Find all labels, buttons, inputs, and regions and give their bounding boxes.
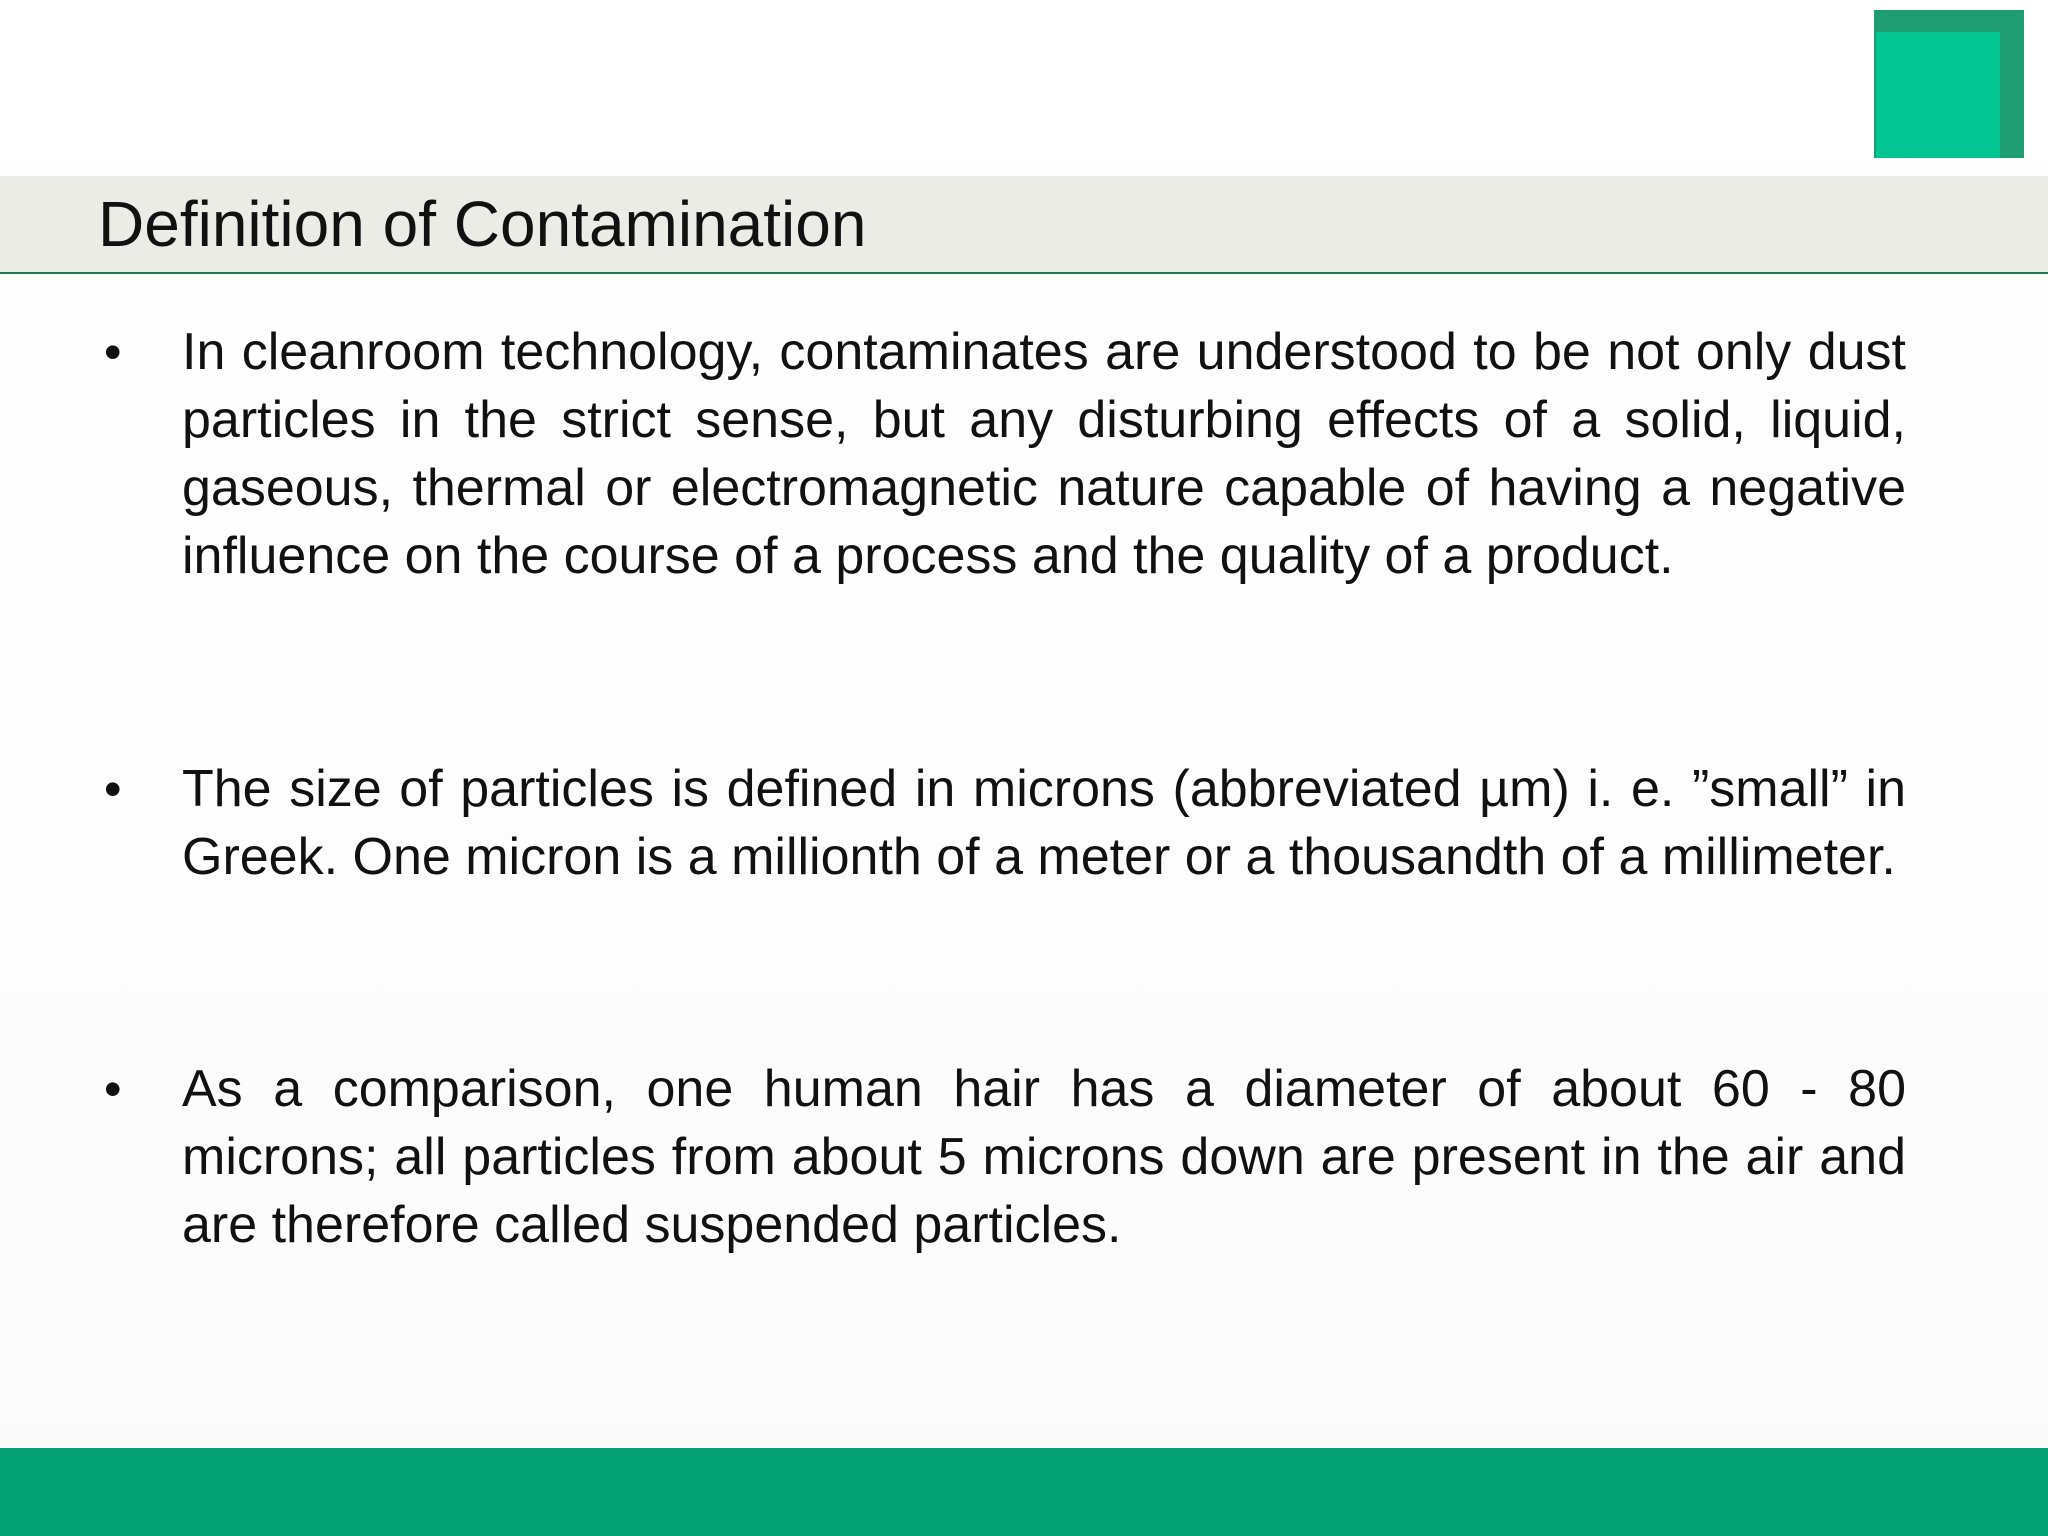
bullet-marker: • (104, 324, 122, 380)
footer-bar (0, 1448, 2048, 1536)
bullet-text: The size of particles is defined in microns (abbreviated µm) i. e. ”small” in Greek. One micron is a millionth of a meter or a thousandth of a millimeter. (182, 760, 1906, 886)
bullet-marker: • (104, 761, 122, 817)
slide-title: Definition of Contamination (98, 188, 867, 260)
corner-decoration-front-square (1876, 32, 2000, 158)
bullet-text: As a comparison, one human hair has a diameter of about 60 - 80 microns; all particles from about 5 microns down are present in the air and are therefore called suspended particles. (182, 1060, 1906, 1254)
title-band (0, 176, 2048, 274)
corner-decoration (1874, 10, 2024, 158)
bullet-text: In cleanroom technology, contaminates are understood to be not only dust particles in the strict sense, but any disturbing effects of a solid, liquid, gaseous, thermal or electromagnetic nature capable of having a negative influence on the course of a process and the quality of a product. (182, 323, 1906, 585)
bullet-marker: • (104, 1061, 122, 1117)
